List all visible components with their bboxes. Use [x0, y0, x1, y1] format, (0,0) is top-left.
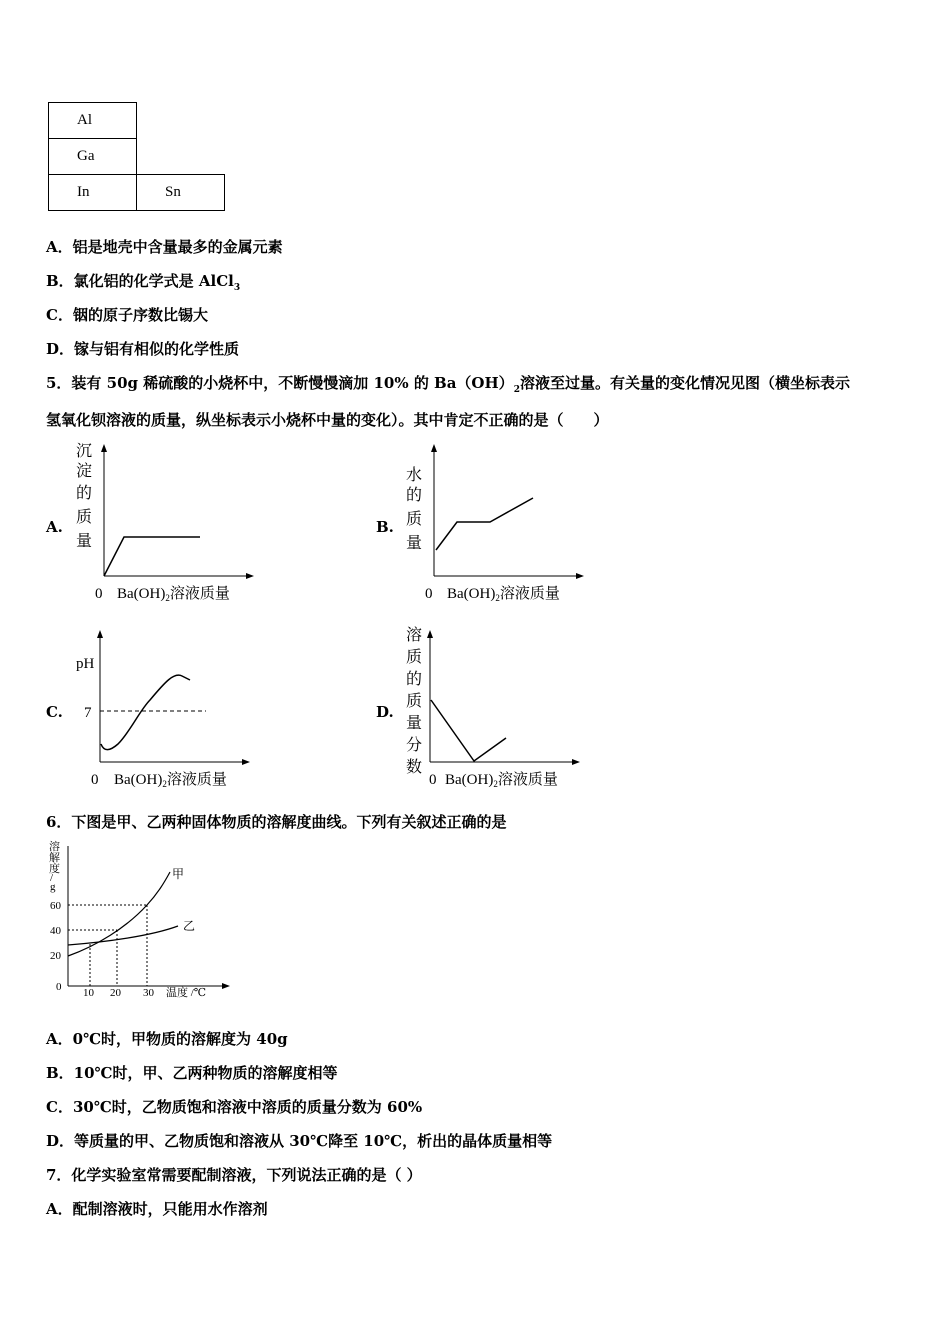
origin-label: 0: [425, 586, 433, 602]
ylabel-char: 质: [76, 509, 93, 526]
q6-yticks: [50, 900, 62, 993]
ytick-0: 0: [56, 981, 62, 993]
q6-option-d: D．等质量的甲、乙物质饱和溶液从 30℃降至 10℃，析出的晶体质量相等: [46, 1132, 553, 1150]
x-axis-arrow: [576, 573, 584, 579]
q6-ylabel: [49, 839, 60, 893]
q5-graph-b-ylabel: [406, 466, 422, 552]
q6-option-c: C．30℃时，乙物质饱和溶液中溶质的质量分数为 60%: [46, 1098, 423, 1116]
q5-graph-c-label: C.: [46, 703, 63, 721]
y-axis-arrow: [101, 444, 107, 452]
ylabel-char: 量: [406, 715, 423, 732]
ylabel-char: 数: [406, 759, 423, 776]
q6-option-a: A．0℃时，甲物质的溶解度为 40g: [46, 1030, 288, 1048]
q5-graph-c: [70, 624, 260, 794]
xtick-10: 10: [83, 987, 94, 999]
x-axis-arrow: [222, 983, 230, 989]
q4-option-b: B．氯化铝的化学式是 AlCl$_3$: [46, 272, 241, 293]
precipitate-curve: [104, 537, 200, 576]
ylabel-char: 质: [406, 649, 423, 666]
q6-xticks: [83, 985, 206, 999]
q5-graph-d: [400, 624, 590, 794]
ph-ylabel: pH: [76, 656, 95, 672]
q5-stem-line1: 5．装有 50g 稀硫酸的小烧杯中，不断慢慢滴加 10% 的 $Ba(OH)_2$溶液至过量。有关量的变化情况见图（横坐标表示: [46, 374, 850, 395]
q5-graph-b: [400, 438, 590, 608]
ylabel-char: 量: [406, 535, 423, 552]
ylabel-char: 淀: [76, 463, 93, 480]
q5-graph-a-ylabel: [76, 442, 92, 550]
q4-option-a: A．铝是地壳中含量最多的金属元素: [46, 238, 283, 256]
ytick-20: 20: [50, 950, 61, 962]
ylabel-char: 的: [406, 671, 423, 688]
ylabel-char: 沉: [76, 443, 93, 460]
q7-stem: 7．化学实验室常需要配制溶液，下列说法正确的是（ ）: [46, 1166, 422, 1184]
x-axis-arrow: [242, 759, 250, 765]
x-axis-arrow: [246, 573, 254, 579]
origin-label: 0: [95, 586, 103, 602]
periodic-table-fragment: [48, 102, 225, 211]
x-axis-label: $Ba(OH)_2$溶液质量: [117, 586, 230, 603]
origin-label: 0: [91, 772, 99, 788]
x-axis-arrow: [572, 759, 580, 765]
water-mass-curve: [436, 498, 533, 550]
ph-seven-label: 7: [84, 705, 92, 721]
ylabel-char: 溶: [49, 841, 60, 853]
ylabel-char: /: [50, 872, 54, 884]
curve-jia-label: 甲: [172, 867, 185, 881]
ytick-40: 40: [50, 925, 61, 937]
ylabel-char: 水: [406, 467, 423, 484]
y-axis-arrow: [427, 630, 433, 638]
xtick-20: 20: [110, 987, 121, 999]
ylabel-char: 质: [406, 693, 423, 710]
ylabel-char: 度: [49, 863, 60, 875]
ylabel-char: g: [50, 881, 56, 893]
q6-option-b: B．10℃时，甲、乙两种物质的溶解度相等: [46, 1064, 338, 1082]
cell-al: Al: [49, 103, 137, 139]
cell-sn: Sn: [137, 175, 225, 211]
x-axis-label: $Ba(OH)_2$溶液质量: [445, 772, 558, 789]
y-axis-arrow: [97, 630, 103, 638]
ytick-60: 60: [50, 900, 61, 912]
ylabel-char: 分: [406, 737, 423, 754]
curve-yi: [68, 926, 178, 945]
ph-curve: [101, 675, 190, 750]
q4-option-c: C．铟的原子序数比锡大: [46, 306, 208, 324]
y-axis-arrow: [431, 444, 437, 452]
q6-solubility-chart: [46, 838, 236, 1000]
q5-stem-line2: 氢氧化钡溶液的质量，纵坐标表示小烧杯中量的变化）。其中肯定不正确的是（ ）: [46, 411, 609, 429]
q5-graph-d-label: D.: [376, 703, 394, 721]
cell-ga: Ga: [49, 139, 137, 175]
cell-in: In: [49, 175, 137, 211]
curve-yi-label: 乙: [183, 919, 196, 933]
xtick-30: 30: [143, 987, 154, 999]
ylabel-char: 质: [406, 511, 423, 528]
q6-stem: 6．下图是甲、乙两种固体物质的溶解度曲线。下列有关叙述正确的是: [46, 813, 507, 831]
ylabel-char: 解: [49, 852, 60, 864]
x-axis-label: $Ba(OH)_2$溶液质量: [114, 772, 227, 789]
q4-option-d: D．镓与铝有相似的化学性质: [46, 340, 240, 358]
q7-option-a: A．配制溶液时，只能用水作溶剂: [46, 1200, 268, 1218]
ylabel-char: 溶: [406, 627, 423, 644]
ylabel-char: 量: [76, 533, 93, 550]
origin-label: 0: [429, 772, 437, 788]
ylabel-char: 的: [76, 485, 93, 502]
q5-graph-b-label: B.: [376, 518, 394, 536]
q5-graph-d-ylabel: [406, 626, 422, 776]
x-axis-label: 温度 /℃: [166, 987, 207, 999]
ylabel-char: 的: [406, 487, 423, 504]
solute-fraction-curve: [431, 700, 506, 761]
x-axis-label: $Ba(OH)_2$溶液质量: [447, 586, 560, 603]
q5-graph-a: [70, 438, 260, 608]
q5-graph-a-label: A.: [46, 518, 63, 536]
